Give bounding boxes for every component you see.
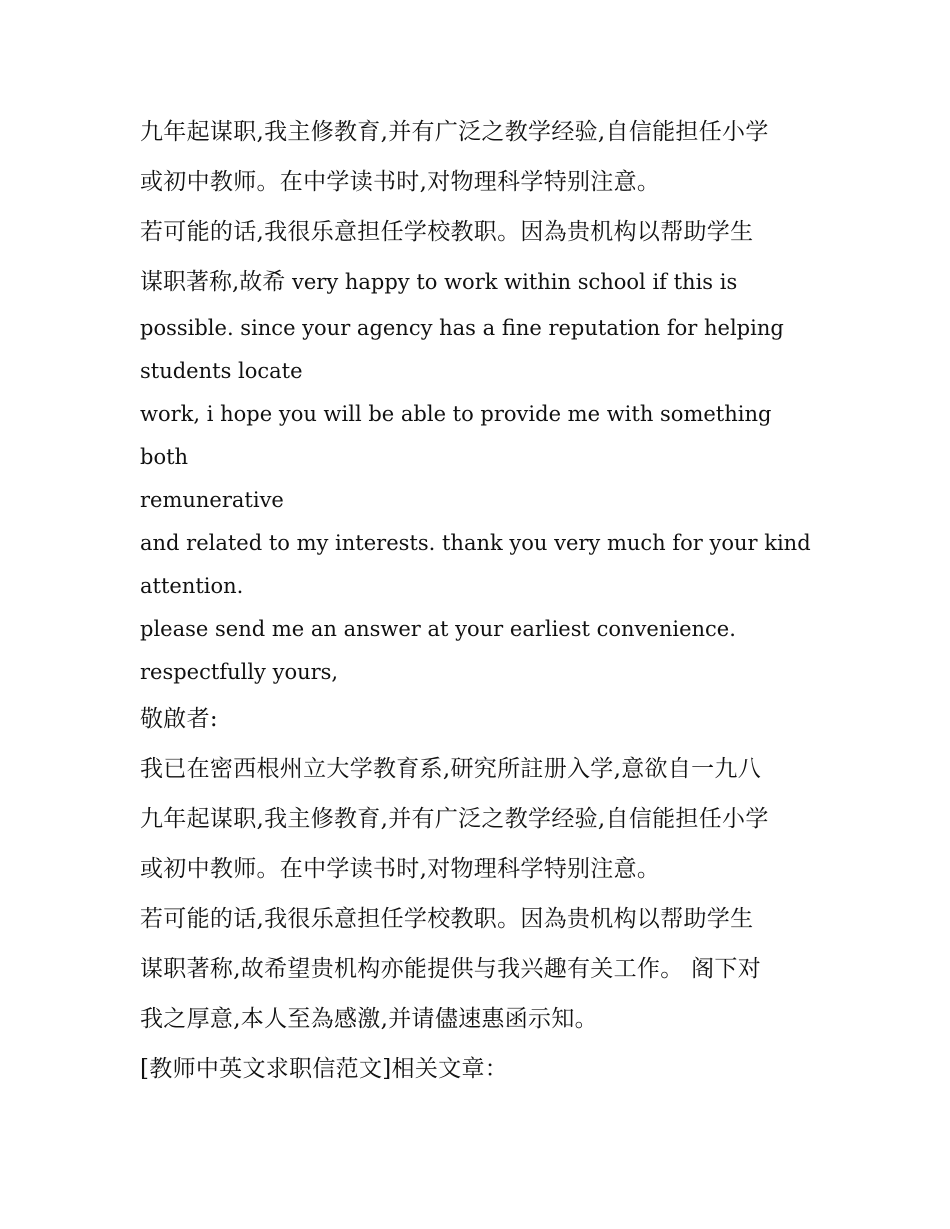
text-line: students locate xyxy=(140,359,303,383)
related-articles-heading: [教师中英文求职信范文]相关文章： xyxy=(140,1056,509,1082)
text-line: 九年起谋职,我主修教育,并有广泛之教学经验,自信能担任小学 xyxy=(140,119,769,145)
text-line: attention. xyxy=(140,574,244,598)
text-line: 或初中教师。在中学读书时,对物理科学特别注意。 xyxy=(140,169,661,195)
text-line: remunerative xyxy=(140,488,284,512)
text-line: 若可能的话,我很乐意担任学校教职。因為贵机构以帮助学生 xyxy=(140,906,754,932)
text-line-en-part: very happy to work within school if this is xyxy=(285,270,738,294)
text-line: work, i hope you will be able to provide me with something both xyxy=(140,402,772,469)
text-line: 谋职著称,故希望贵机构亦能提供与我兴趣有关工作。 阁下对 xyxy=(140,956,762,982)
text-line: 我已在密西根州立大学教育系,研究所註册入学,意欲自一九八 xyxy=(140,756,762,782)
text-line: please send me an answer at your earliest convenience. xyxy=(140,617,736,641)
text-line: respectfully yours, xyxy=(140,660,339,684)
text-line: and related to my interests. thank you very much for your kind xyxy=(140,531,811,555)
text-line: 或初中教师。在中学读书时,对物理科学特别注意。 xyxy=(140,856,661,882)
salutation: 敬啟者: xyxy=(140,706,218,732)
document-body xyxy=(140,107,820,1094)
text-line-mixed xyxy=(140,257,820,307)
text-line: 九年起谋职,我主修教育,并有广泛之教学经验,自信能担任小学 xyxy=(140,806,769,832)
text-line: 我之厚意,本人至為感激,并请儘速惠函示知。 xyxy=(140,1006,598,1032)
text-line: possible. since your agency has a fine reputation for helping xyxy=(140,316,784,340)
text-line: 若可能的话,我很乐意担任学校教职。因為贵机构以帮助学生 xyxy=(140,219,754,245)
text-line-zh-part: 谋职著称,故希 xyxy=(140,269,286,295)
